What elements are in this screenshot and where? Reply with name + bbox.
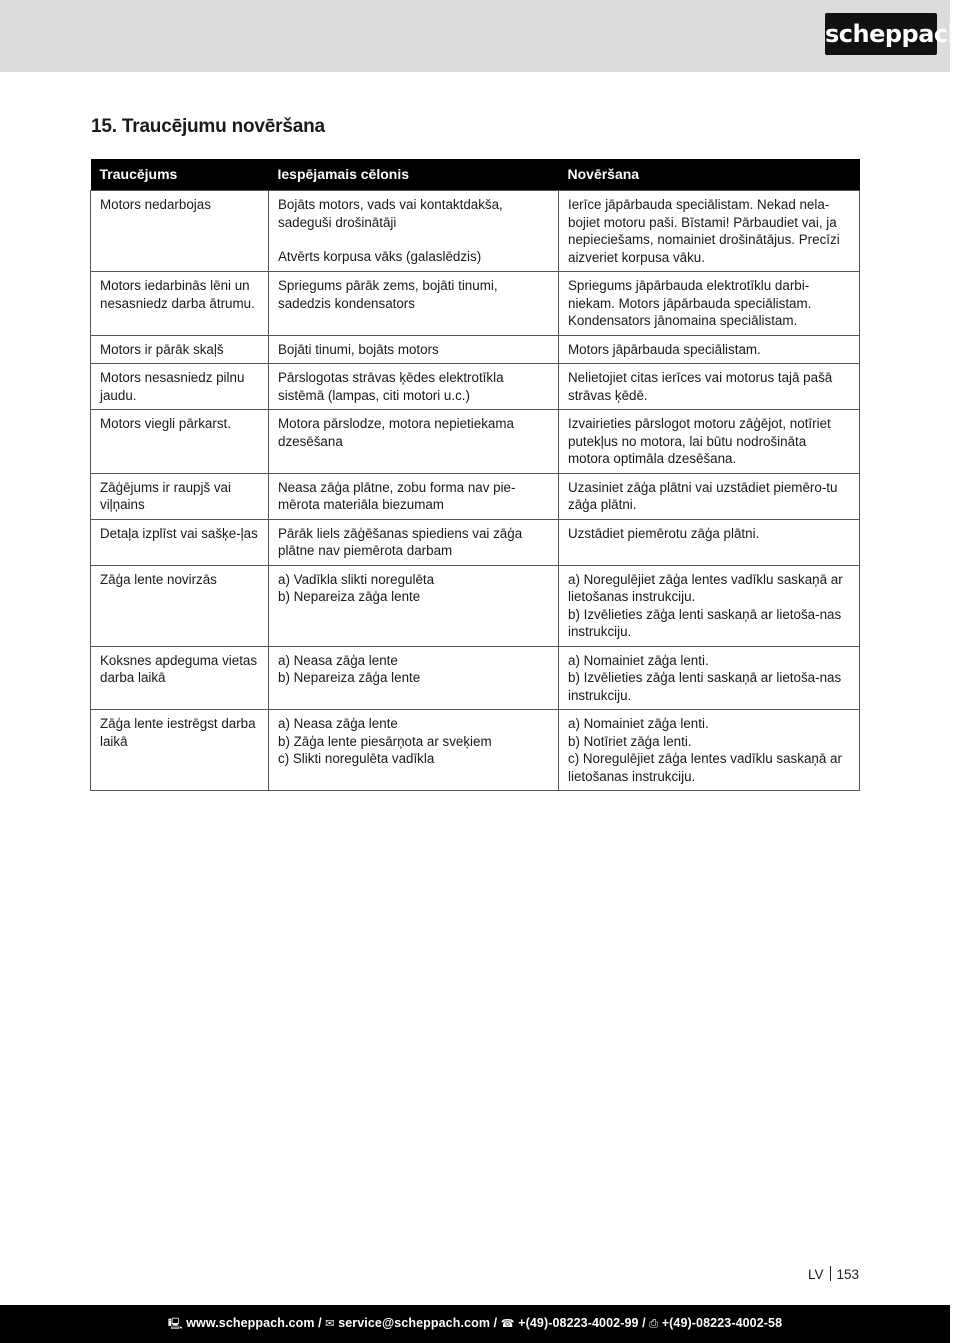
cause-cell: a) Vadīkla slikti noregulēta b) Nepareiza zāģa lente: [269, 565, 559, 646]
table-row: [91, 410, 860, 474]
remedy-cell: Motors jāpārbauda speciālistam.: [559, 335, 860, 364]
remedy-cell: Uzasiniet zāģa plātni vai uzstādiet piemēro-tu zāģa plātni.: [559, 473, 860, 519]
fax-icon: ⎙: [649, 1317, 659, 1330]
table-row: [91, 364, 860, 410]
table-row: [91, 565, 860, 646]
table-row: [91, 646, 860, 710]
table-row: [91, 272, 860, 336]
cause-cell: Motora pārslodze, motora nepietiekama dzesēšana: [269, 410, 559, 474]
cause-cell: a) Neasa zāģa lente b) Nepareiza zāģa lente: [269, 646, 559, 710]
cause-text: Bojāts motors, vads vai kontaktdakša, sadeguši drošinātāji: [278, 197, 503, 230]
fault-cell: Motors viegli pārkarst.: [91, 410, 269, 474]
remedy-cell: Ierīce jāpārbauda speciālistam. Nekad nela-bojiet motoru paši. Bīstami! Pārbaudiet vai, ja nepieciešams, nomainiet drošinātājus. Precīzi aizveriet korpusa vāku.: [559, 191, 860, 272]
table-row: [91, 710, 860, 791]
mail-icon: ✉: [325, 1317, 335, 1330]
fault-cell: Detaļa izplīst vai sašķe-ļas: [91, 519, 269, 565]
cause-cell: Pārāk liels zāģēšanas spiediens vai zāģa plātne nav piemērota darbam: [269, 519, 559, 565]
table-row: [91, 191, 860, 272]
language-code: LV: [808, 1267, 824, 1282]
fault-cell: Zāģa lente novirzās: [91, 565, 269, 646]
page-number: [808, 1266, 859, 1282]
cause-text-secondary: Atvērts korpusa vāks (galaslēdzis): [278, 249, 482, 264]
column-header-fault: Traucējums: [91, 159, 269, 191]
remedy-cell: a) Noregulējiet zāģa lentes vadīklu saskaņā ar lietošanas instrukciju. b) Izvēlieties zāģa lenti saskaņā ar lietoša-nas instrukciju.: [559, 565, 860, 646]
remedy-cell: Izvairieties pārslogot motoru zāģējot, notīriet putekļus no motora, lai būtu nodrošināta motora optimāla dzesēšana.: [559, 410, 860, 474]
cause-cell: Spriegums pārāk zems, bojāti tinumi, sadedzis kondensators: [269, 272, 559, 336]
cause-cell: Pārslogotas strāvas ķēdes elektrotīkla sistēmā (lampas, citi motori u.c.): [269, 364, 559, 410]
website-link[interactable]: www.scheppach.com: [186, 1316, 315, 1330]
remedy-cell: Nelietojiet citas ierīces vai motorus tajā pašā strāvas ķēdē.: [559, 364, 860, 410]
fault-cell: Motors iedarbinās lēni un nesasniedz darba ātrumu.: [91, 272, 269, 336]
brand-logo: scheppach: [825, 13, 937, 55]
fault-cell: Motors nesasniedz pilnu jaudu.: [91, 364, 269, 410]
fax-number: +(49)-08223-4002-58: [661, 1316, 783, 1330]
remedy-cell: a) Nomainiet zāģa lenti. b) Notīriet zāģa lenti. c) Noregulējiet zāģa lentes vadīklu saskaņā ar lietošanas instrukciju.: [559, 710, 860, 791]
fault-cell: Zāģējums ir raupjš vai viļņains: [91, 473, 269, 519]
table-row: [91, 519, 860, 565]
computer-icon: 🖳: [167, 1317, 183, 1330]
cause-cell: Bojāti tinumi, bojāts motors: [269, 335, 559, 364]
table-row: [91, 335, 860, 364]
fault-cell: Motors ir pārāk skaļš: [91, 335, 269, 364]
cause-cell: [269, 191, 559, 272]
table-row: [91, 473, 860, 519]
page-number-value: 153: [836, 1267, 860, 1282]
table-header-row: [91, 159, 860, 191]
phone-number: +(49)-08223-4002-99: [518, 1316, 639, 1330]
column-header-remedy: Novēršana: [559, 159, 860, 191]
remedy-cell: Uzstādiet piemērotu zāģa plātni.: [559, 519, 860, 565]
remedy-cell: a) Nomainiet zāģa lenti. b) Izvēlieties zāģa lenti saskaņā ar lietoša-nas instrukciju.: [559, 646, 860, 710]
column-header-cause: Iespējamais cēlonis: [269, 159, 559, 191]
cause-cell: Neasa zāģa plātne, zobu forma nav pie-mērota materiāla biezumam: [269, 473, 559, 519]
troubleshooting-table: [90, 159, 860, 791]
cause-cell: a) Neasa zāģa lente b) Zāģa lente piesārņota ar sveķiem c) Slikti noregulēta vadīkla: [269, 710, 559, 791]
fault-cell: Koksnes apdeguma vietas darba laikā: [91, 646, 269, 710]
page-title: 15. Traucējumu novēršana: [91, 116, 325, 137]
remedy-cell: Spriegums jāpārbauda elektrotīklu darbi-niekam. Motors jāpārbauda speciālistam. Kondensators jānomaina speciālistam.: [559, 272, 860, 336]
header-bar: [0, 0, 964, 72]
email-link[interactable]: service@scheppach.com: [338, 1316, 491, 1330]
phone-icon: ☎: [500, 1317, 515, 1330]
divider: [830, 1266, 831, 1281]
fault-cell: Motors nedarbojas: [91, 191, 269, 272]
fault-cell: Zāģa lente iestrēgst darba laikā: [91, 710, 269, 791]
contact-footer: 🖳 www.scheppach.com / ✉ service@scheppach.com / ☎ +(49)-08223-4002-99 / ⎙ +(49)-08223-4002-58: [0, 1305, 950, 1343]
